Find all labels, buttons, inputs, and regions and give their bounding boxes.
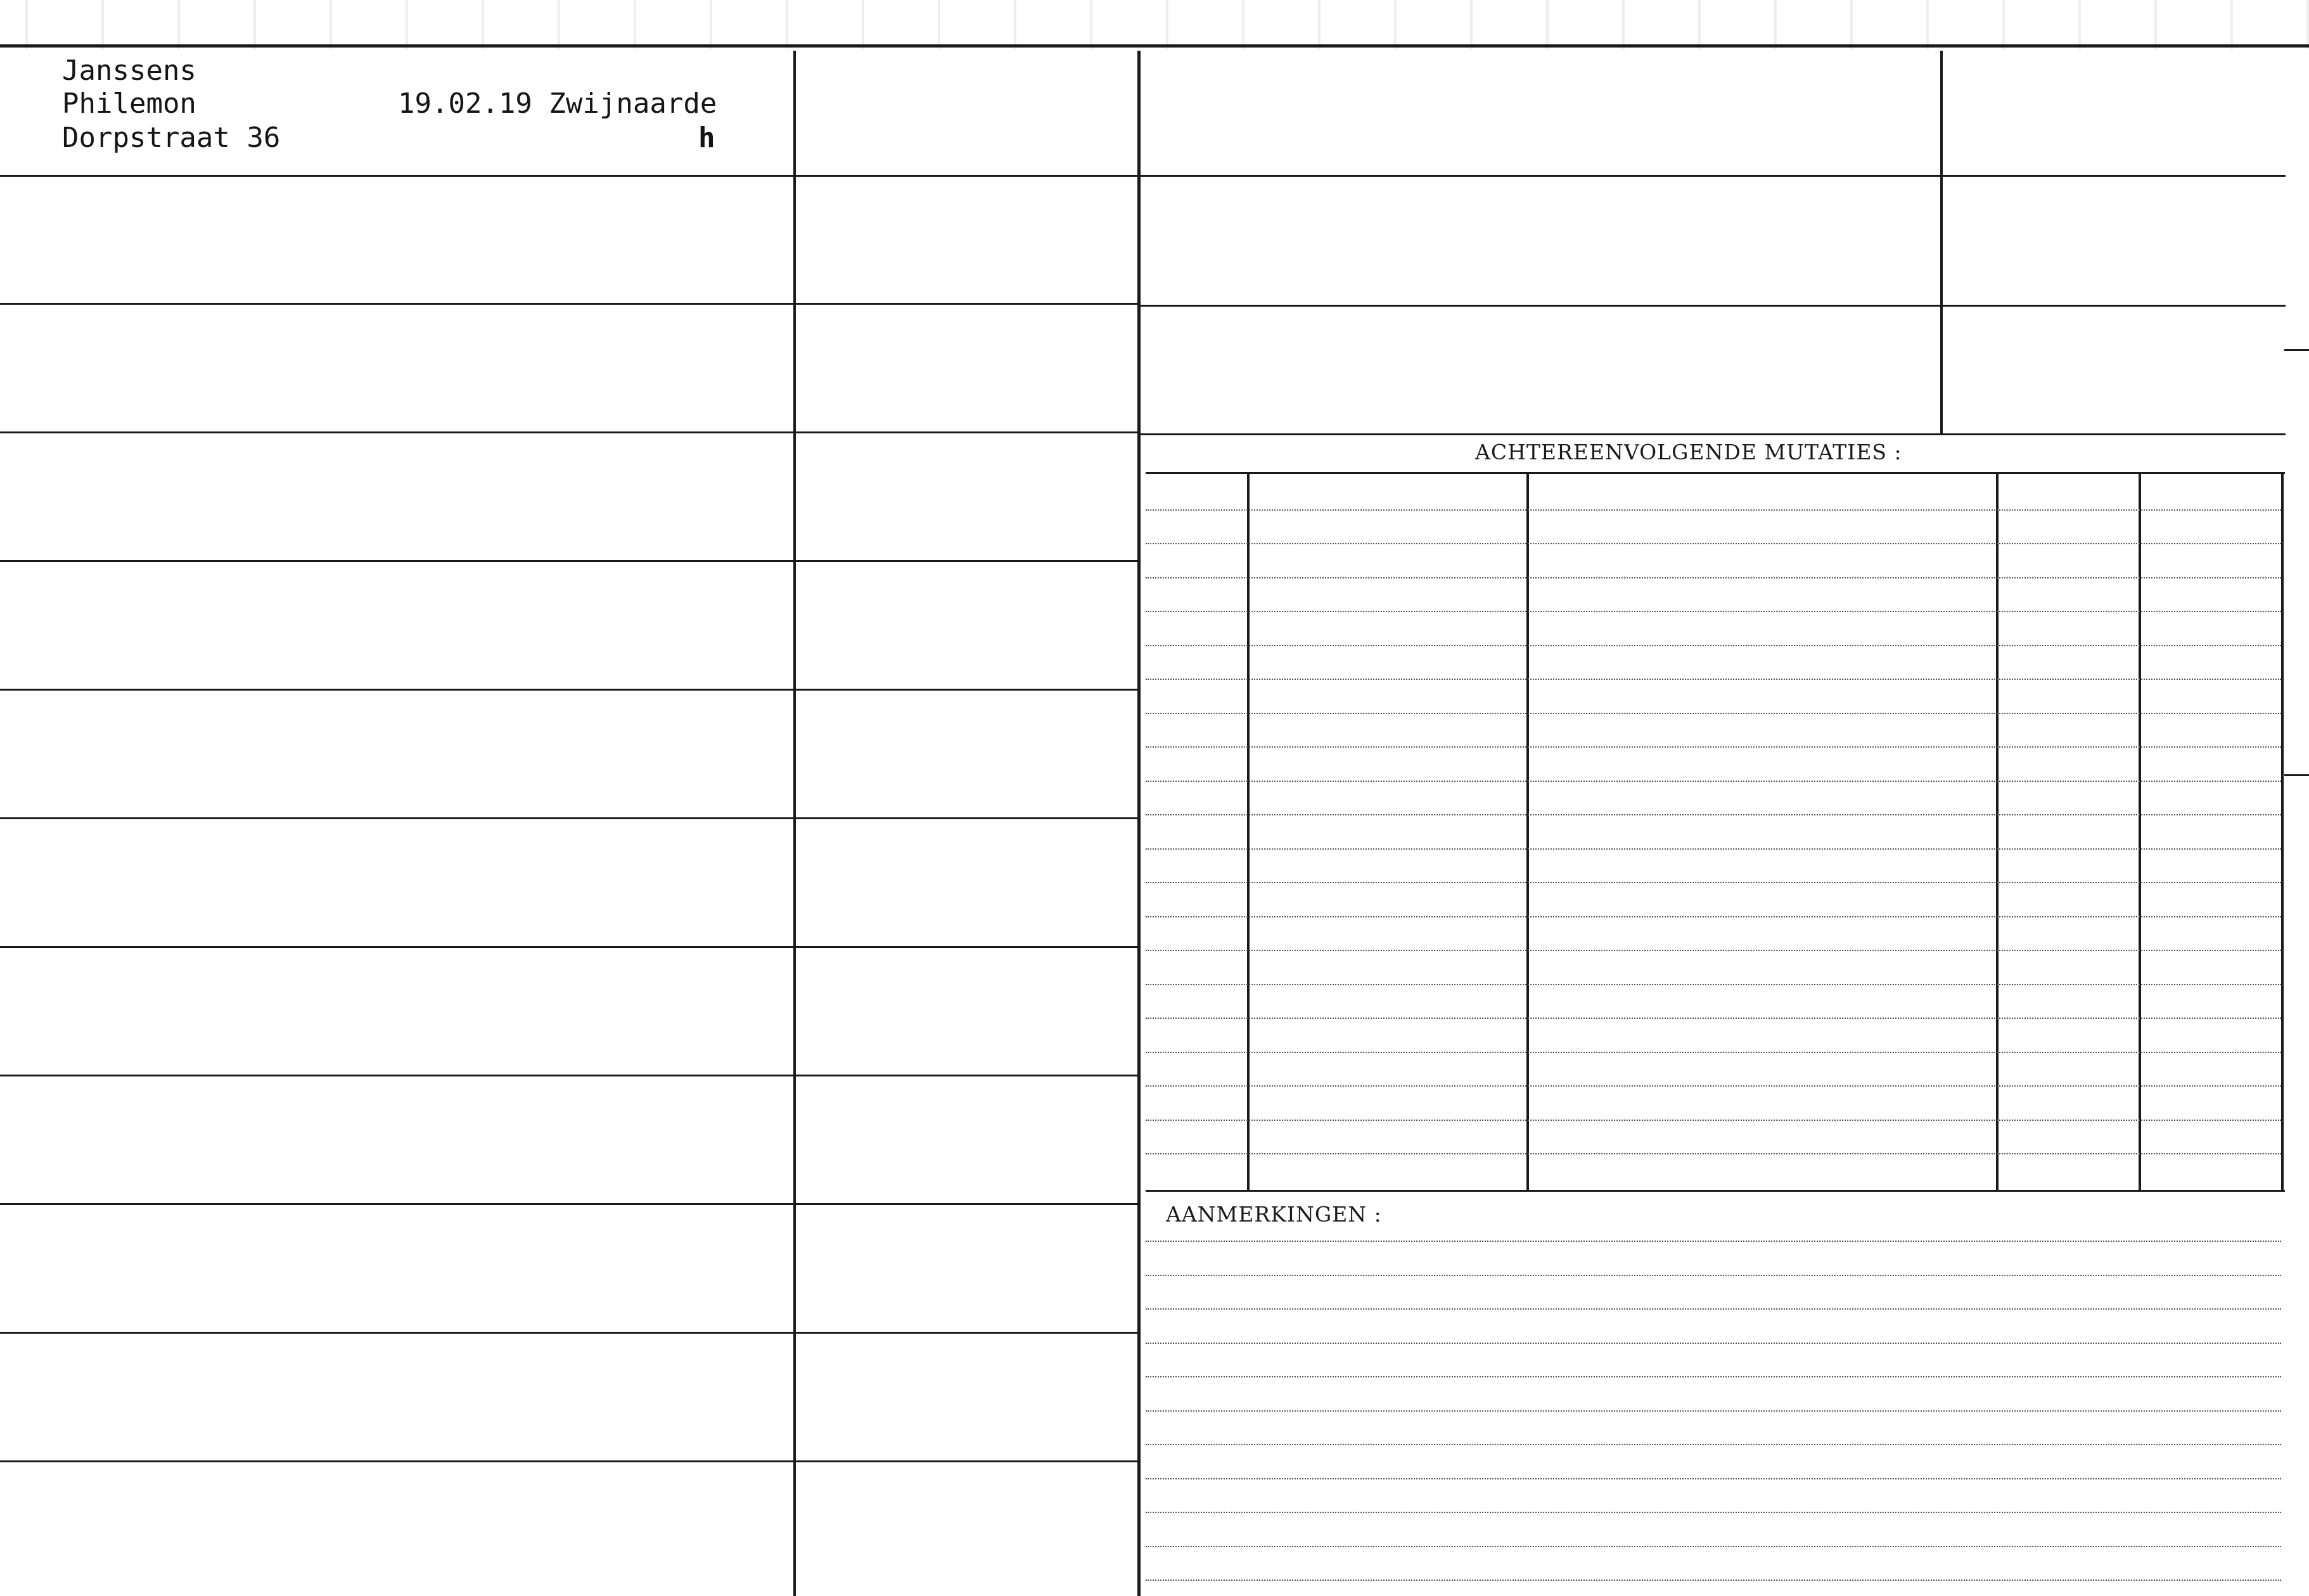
mutation-entry-line <box>1146 611 2281 612</box>
remarks-line <box>1146 1546 2281 1547</box>
remarks-line <box>1146 1376 2281 1377</box>
mutation-entry-line <box>1146 848 2281 850</box>
remarks-line <box>1146 1308 2281 1310</box>
row-line <box>0 1203 1139 1205</box>
remarks-line <box>1146 1444 2281 1445</box>
right-row-line <box>1139 305 2286 307</box>
mutations-top-line <box>1146 472 2285 474</box>
mutation-entry-line <box>1146 509 2281 511</box>
row-line <box>0 175 1139 177</box>
mutations-col-line <box>1247 472 1250 1191</box>
address-text: Dorpstraat 36 <box>62 122 281 154</box>
mutation-entry-line <box>1146 577 2281 578</box>
right-row-line <box>1139 433 2286 435</box>
mutation-entry-line <box>1146 984 2281 985</box>
mutation-entry-line <box>1146 882 2281 883</box>
mutation-entry-line <box>1146 713 2281 714</box>
mutations-right-border <box>2281 472 2284 1191</box>
right-top-divider <box>1940 51 1943 433</box>
mutation-entry-line <box>1146 1018 2281 1019</box>
mutations-bottom-line <box>1146 1190 2285 1192</box>
top-border-line <box>0 44 2309 48</box>
mutations-header: ACHTEREENVOLGENDE MUTATIES : <box>1475 440 1902 464</box>
mutation-entry-line <box>1146 679 2281 680</box>
mutation-entry-line <box>1146 1085 2281 1087</box>
first-name-text: Philemon <box>62 87 196 120</box>
mutation-entry-line <box>1146 814 2281 815</box>
row-line <box>0 560 1139 562</box>
marker-letter: h <box>698 122 715 154</box>
scan-top-edge <box>0 0 2309 49</box>
remarks-line <box>1146 1478 2281 1479</box>
right-row-line <box>1139 175 2286 177</box>
mutations-col-line <box>1526 472 1529 1191</box>
center-column-divider <box>1137 51 1141 1596</box>
row-line <box>0 689 1139 691</box>
mutation-entry-line <box>1146 950 2281 951</box>
margin-tick <box>2284 349 2309 351</box>
remarks-line <box>1146 1580 2281 1581</box>
mutation-entry-line <box>1146 1153 2281 1154</box>
margin-tick <box>2284 774 2309 776</box>
row-line <box>0 1460 1139 1462</box>
mutations-col-line <box>2139 472 2141 1191</box>
row-line <box>0 431 1139 433</box>
row-line <box>0 303 1139 305</box>
birth-date-place-text: 19.02.19 Zwijnaarde <box>398 87 717 120</box>
remarks-line <box>1146 1275 2281 1276</box>
row-line <box>0 817 1139 819</box>
mutations-col-line <box>1996 472 1999 1191</box>
mutation-entry-line <box>1146 1120 2281 1121</box>
row-line <box>0 946 1139 948</box>
mutation-entry-line <box>1146 916 2281 917</box>
remarks-line <box>1146 1512 2281 1513</box>
remarks-line <box>1146 1241 2281 1242</box>
mutation-entry-line <box>1146 781 2281 782</box>
mutation-entry-line <box>1146 543 2281 544</box>
remarks-line <box>1146 1343 2281 1344</box>
left-column-divider <box>793 51 796 1596</box>
remarks-header: AANMERKINGEN : <box>1166 1202 1382 1227</box>
mutation-entry-line <box>1146 746 2281 748</box>
mutation-entry-line <box>1146 1052 2281 1053</box>
surname-text: Janssens <box>62 54 196 87</box>
mutation-entry-line <box>1146 645 2281 646</box>
row-line <box>0 1332 1139 1334</box>
row-line <box>0 1075 1139 1076</box>
remarks-line <box>1146 1410 2281 1412</box>
